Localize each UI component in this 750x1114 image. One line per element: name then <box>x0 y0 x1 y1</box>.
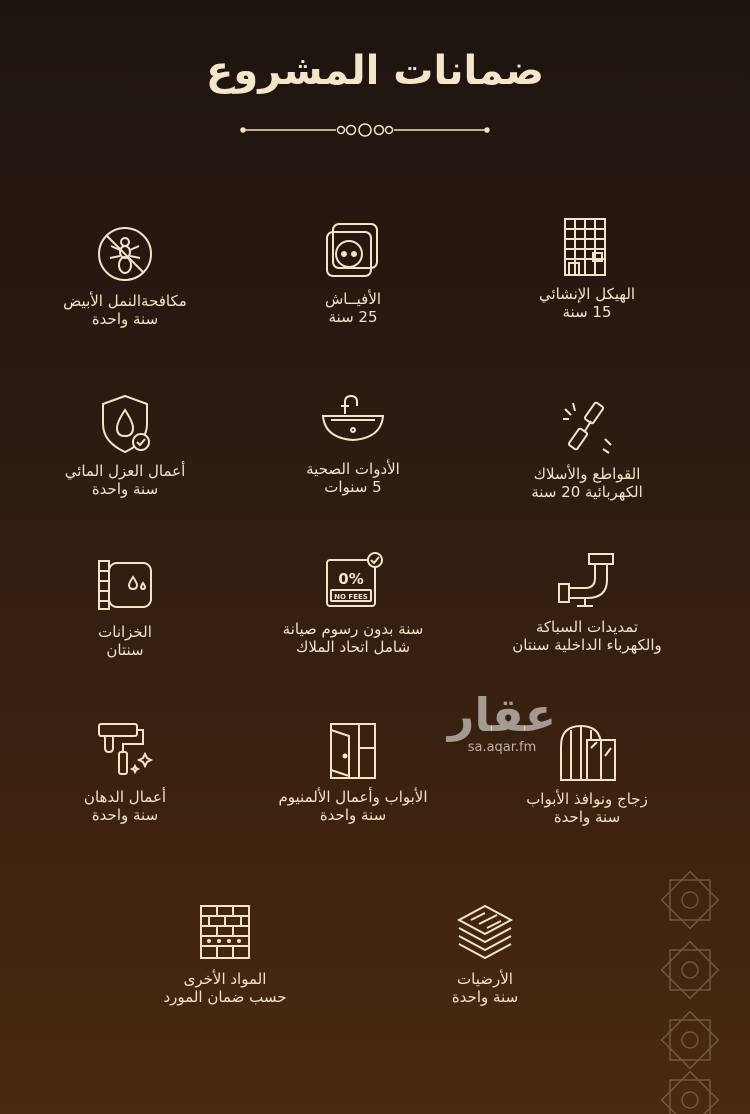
brick-wall-icon <box>193 900 257 964</box>
item-duration: 25 سنة <box>328 308 378 326</box>
item-duration: سنة واحدة <box>553 808 621 826</box>
warranty-item-doors <box>238 718 468 824</box>
warranty-item-termite <box>10 222 240 328</box>
warranty-item-waterproofing <box>10 392 240 498</box>
plumbing-pipe-icon <box>555 548 619 612</box>
window-icon <box>555 720 619 784</box>
door-icon <box>321 718 385 782</box>
warranty-item-tanks <box>10 553 240 659</box>
page-title: ضمانات المشروع <box>206 48 544 94</box>
warranty-item-other-materials <box>110 900 340 1006</box>
item-title: أعمال الدهان <box>83 788 167 806</box>
water-tank-icon <box>93 553 157 617</box>
warranty-item-sanitary <box>238 390 468 496</box>
item-title: الهيكل الإنشائي <box>538 285 636 303</box>
no-fees-icon <box>321 550 385 614</box>
item-duration: سنة واحدة <box>91 310 159 328</box>
item-duration: سنتان <box>106 641 144 659</box>
svg-text:NO FEES: NO FEES <box>334 593 368 601</box>
warranty-item-structure <box>472 215 702 321</box>
building-structure-icon <box>555 215 619 279</box>
warranty-item-sockets <box>238 220 468 326</box>
item-duration: الكهربائية 20 سنة <box>531 483 643 501</box>
power-socket-icon <box>321 220 385 284</box>
item-duration: 15 سنة <box>562 303 612 321</box>
item-title: زجاج ونوافذ الأبواب <box>526 790 648 808</box>
decorative-ornament <box>650 840 750 1114</box>
sink-faucet-icon <box>321 390 385 454</box>
paint-roller-icon <box>93 718 157 782</box>
warranty-item-plumbing <box>472 548 702 654</box>
item-duration: سنة واحدة <box>91 806 159 824</box>
item-title: أعمال العزل المائي <box>64 462 186 480</box>
floor-layers-icon <box>453 900 517 964</box>
warranty-item-floors <box>370 900 600 1006</box>
electrical-wires-icon <box>555 395 619 459</box>
item-title: مكافحةالنمل الأبيض <box>63 292 187 310</box>
aqar-watermark <box>442 690 562 760</box>
item-duration: سنة واحدة <box>319 806 387 824</box>
item-title: الخزانات <box>98 623 152 641</box>
item-duration: والكهرباء الداخلية سنتان <box>512 636 662 654</box>
item-title: المواد الأخرى <box>183 970 267 988</box>
item-title: الأرضيات <box>457 970 513 988</box>
svg-text:0%: 0% <box>338 570 364 588</box>
item-duration: سنة واحدة <box>91 480 159 498</box>
waterproof-shield-icon <box>93 392 157 456</box>
no-termite-icon <box>93 222 157 286</box>
item-title: سنة بدون رسوم صيانة <box>282 620 424 638</box>
item-title: تمديدات السباكة <box>535 618 639 636</box>
ornamental-divider <box>240 118 490 142</box>
watermark-url: sa.aqar.fm <box>467 740 537 755</box>
warranty-item-no-fees <box>238 550 468 656</box>
item-duration: حسب ضمان المورد <box>163 988 287 1006</box>
item-duration: 5 سنوات <box>324 478 382 496</box>
warranty-item-electrical <box>472 395 702 501</box>
watermark-logo-text: عقار <box>447 688 557 742</box>
warranty-item-painting <box>10 718 240 824</box>
item-title: الأفيــاش <box>324 290 382 308</box>
item-title: القواطع والأسلاك <box>533 465 641 483</box>
item-duration: شامل اتحاد الملاك <box>295 638 411 656</box>
item-title: الأبواب وأعمال الألمنيوم <box>278 788 428 806</box>
item-title: الأدوات الصحية <box>306 460 400 478</box>
item-duration: سنة واحدة <box>451 988 519 1006</box>
